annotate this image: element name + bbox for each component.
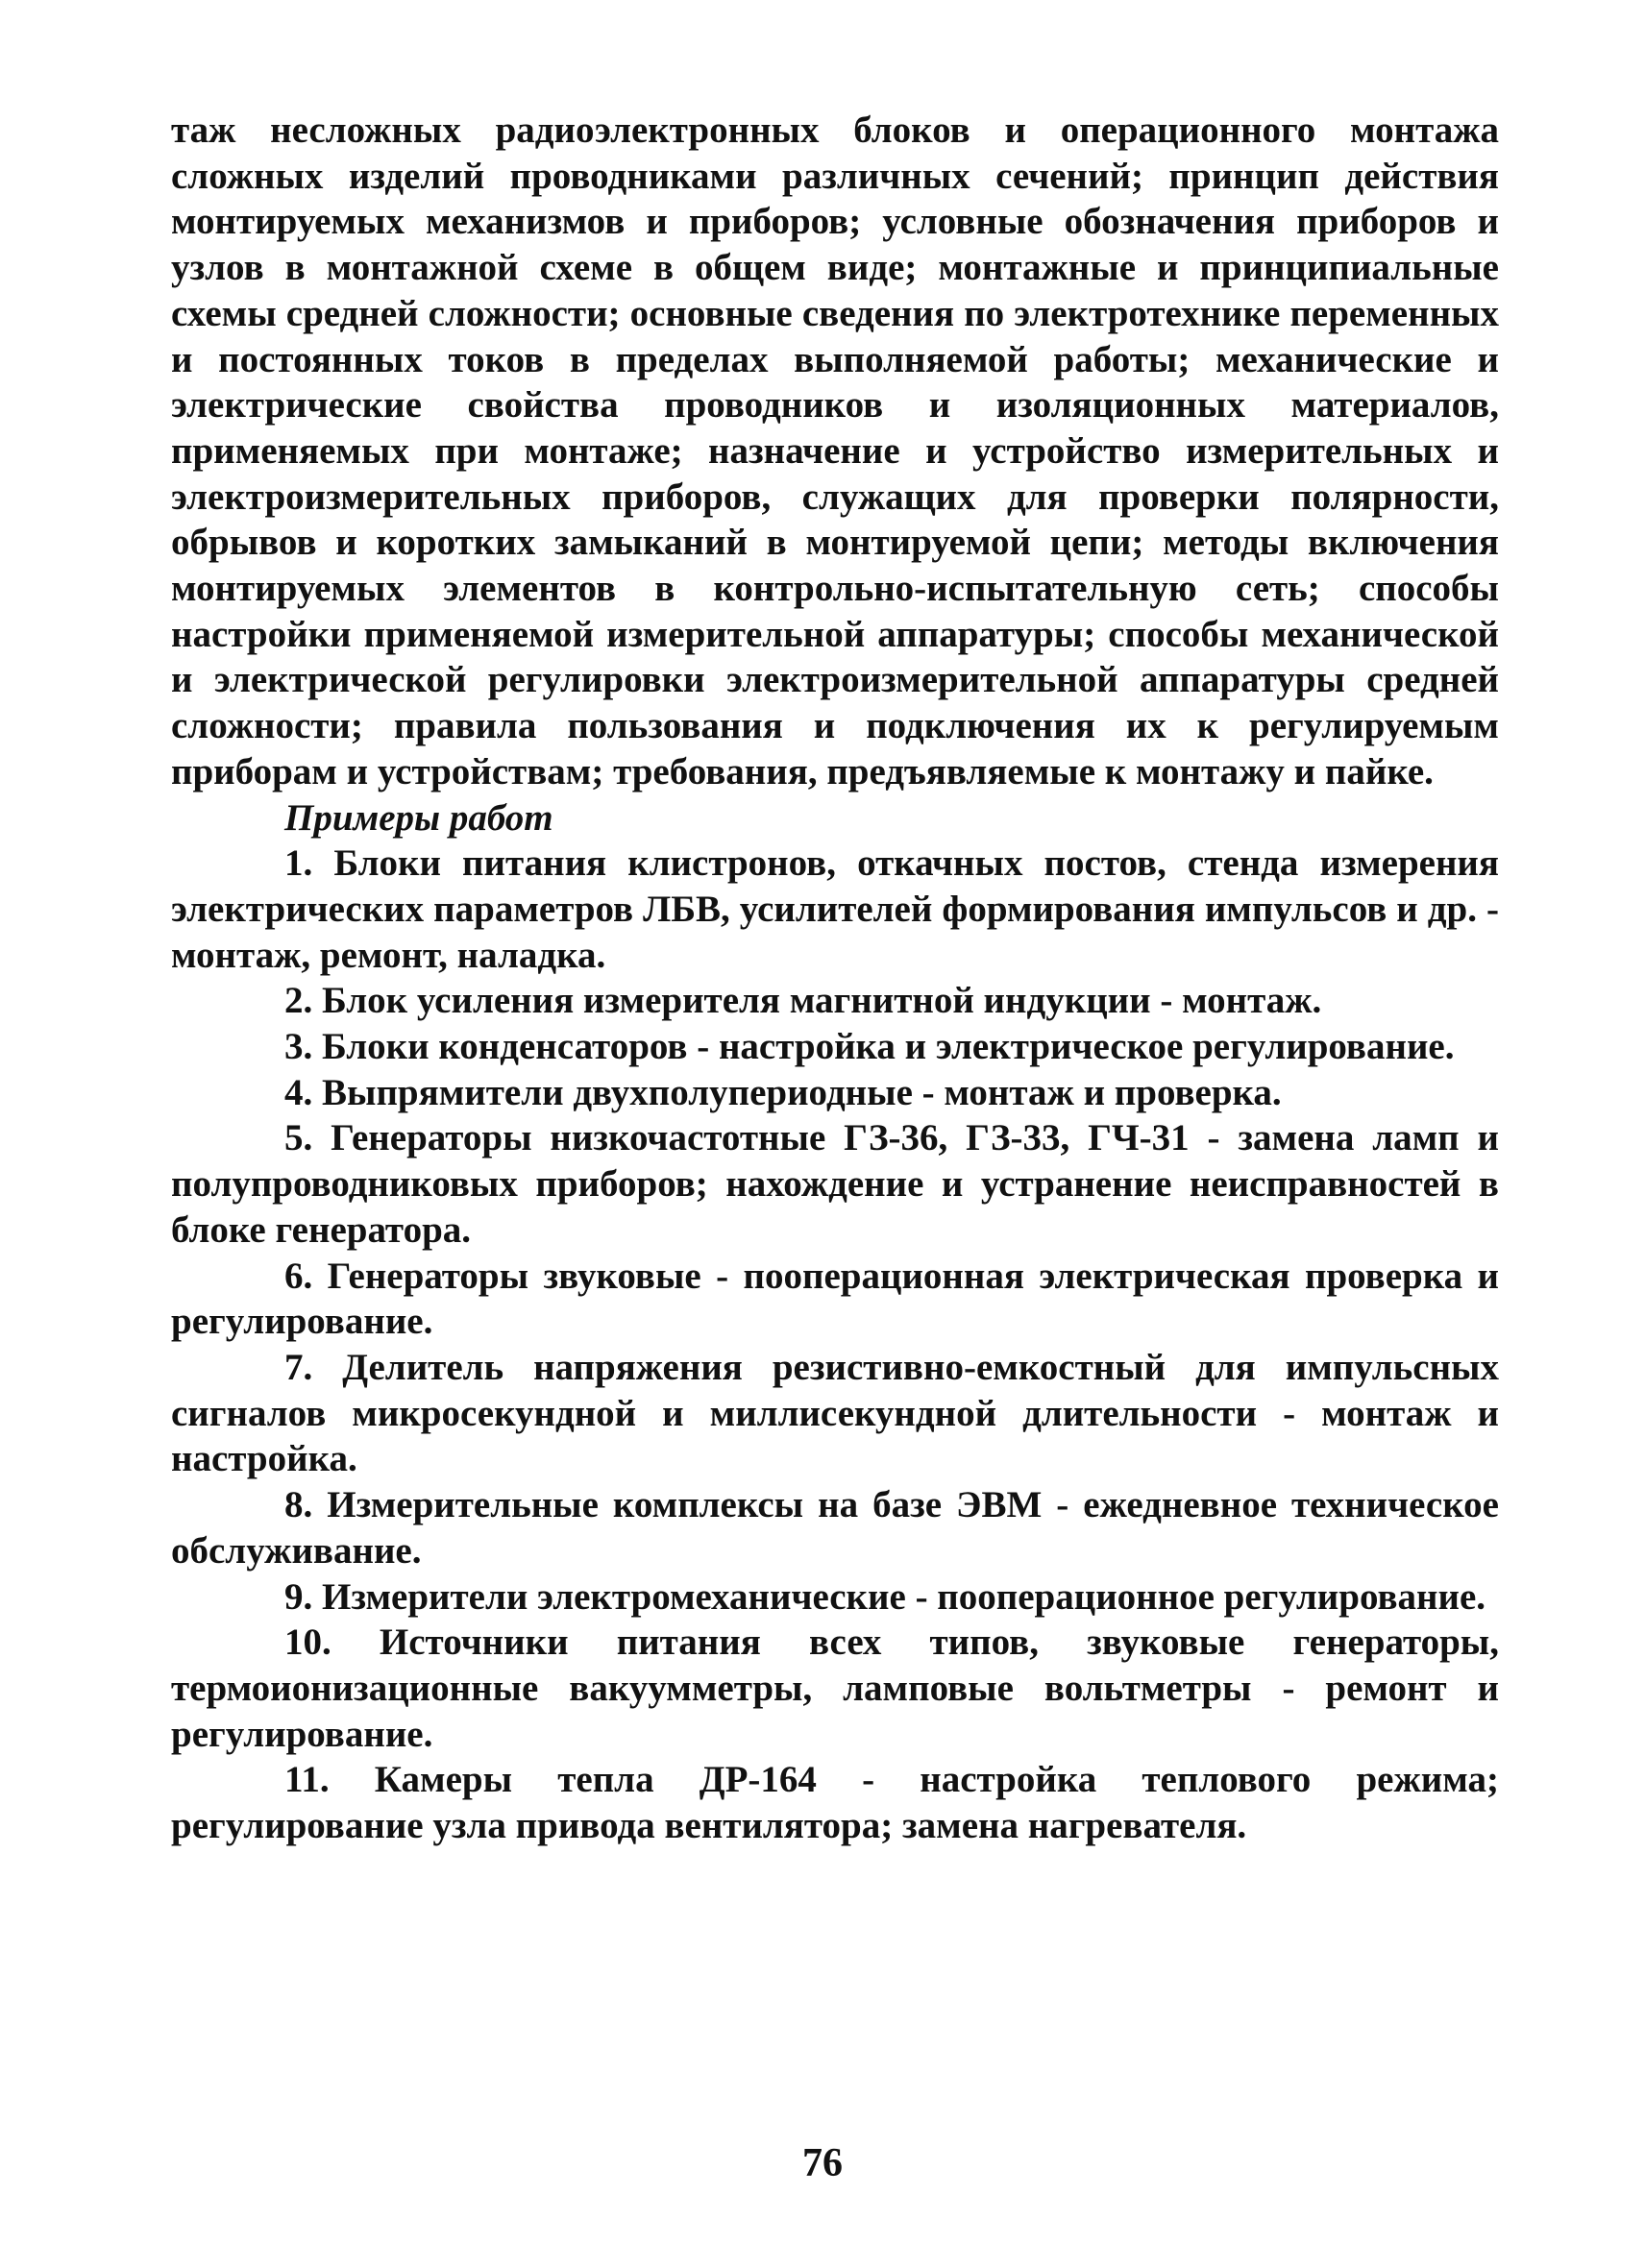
example-item-8: 8. Измерительные комплексы на базе ЭВМ - ежедневное техническое обслуживание. [171,1484,1499,1572]
example-item-1: 1. Блоки питания клистронов, откачных постов, стенда измерения электрических параметров ЛБВ, усилителей формирования импульсов и др. - монтаж, ремонт, наладка. [171,842,1499,976]
example-item-7: 7. Делитель напряжения резистивно-емкостный для импульсных сигналов микросекундной и миллисекундной длительности - монтаж и настройка. [171,1346,1499,1480]
intro-paragraph: таж несложных радиоэлектронных блоков и операционного монтажа сложных изделий проводниками различных сечений; принцип действия монтируемых механизмов и приборов; условные обозначения приборов и узлов в монтажной схеме в общем виде; монтажные и принципиальные схемы средней сложности; основные сведения по электротехнике переменных и постоянных токов в пределах выполняемой работы; механические и электрические свойства проводников и изоляционных материалов, применяемых при монтаже; назначение и устройство измерительных и электроизмерительных приборов, служащих для проверки полярности, обрывов и коротких замыканий в монтируемой цепи; методы включения монтируемых элементов в контрольно-испытательную сеть; способы настройки применяемой измерительной аппаратуры; способы механической и электрической регулировки электроизмерительной аппаратуры средней сложности; правила пользования и подключения их к регулируемым приборам и устройствам; требования, предъявляемые к монтажу и пайке. [171,110,1499,793]
example-item-11: 11. Камеры тепла ДР-164 - настройка теплового режима; регулирование узла привода вентилятора; замена нагревателя. [171,1759,1499,1847]
body-text [171,108,1499,1849]
example-item-10: 10. Источники питания всех типов, звуковые генераторы, термоионизационные вакуумметры, ламповые вольтметры - ремонт и регулирование. [171,1622,1499,1755]
example-item-5: 5. Генераторы низкочастотные ГЗ-36, ГЗ-33, ГЧ-31 - замена ламп и полупроводниковых приборов; нахождение и устранение неисправностей в блоке генератора. [171,1117,1499,1251]
page-number: 76 [802,2141,843,2185]
examples-heading: Примеры работ [284,796,553,839]
example-item-3: 3. Блоки конденсаторов - настройка и электрическое регулирование. [284,1026,1455,1068]
example-item-2: 2. Блок усиления измерителя магнитной индукции - монтаж. [284,980,1322,1022]
example-item-4: 4. Выпрямители двухполупериодные - монтаж и проверка. [284,1071,1282,1113]
example-item-6: 6. Генераторы звуковые - пооперационная электрическая проверка и регулирование. [171,1255,1499,1343]
example-item-9: 9. Измерители электромеханические - пооперационное регулирование. [284,1575,1486,1618]
